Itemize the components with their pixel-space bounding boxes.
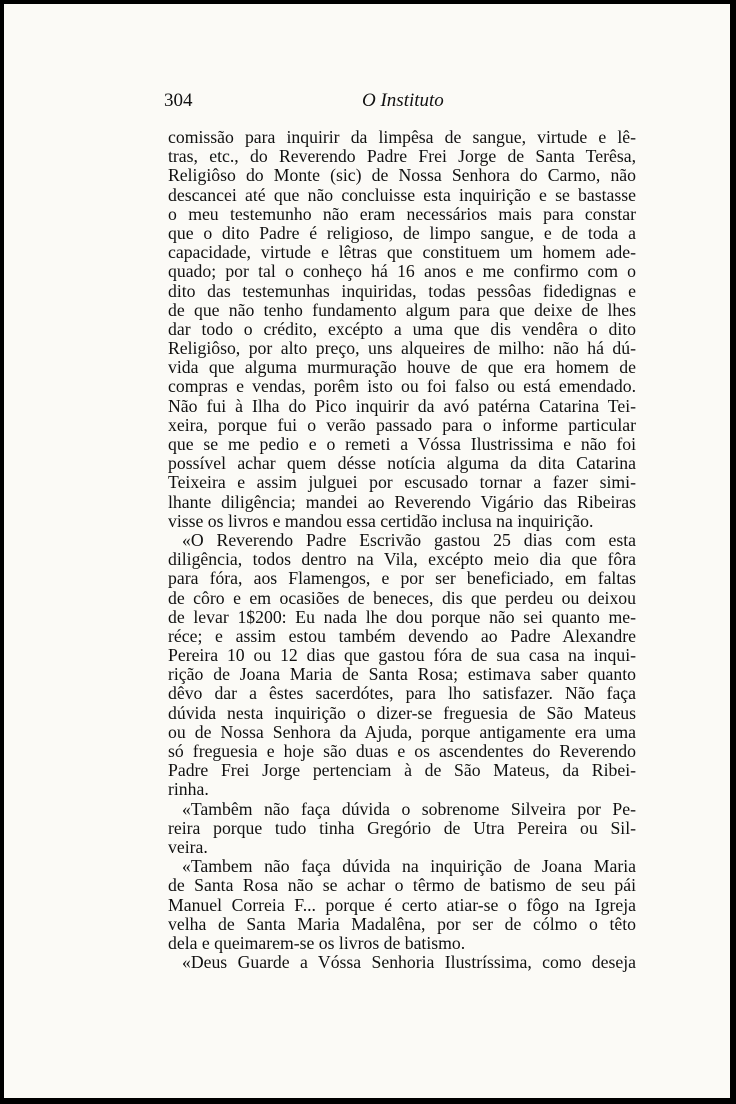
page-number: 304 <box>164 90 193 111</box>
text-line: Teixeira e assim julguei por escusado tornar a fazer simi- <box>168 472 636 493</box>
text-line: visse os livros e mandou essa certidão inclusa na inquirição. <box>168 510 594 531</box>
running-title: O Instituto <box>362 90 444 111</box>
text-line: vida que alguma murmuração houve de que era homem de <box>168 357 636 378</box>
text-line: capacidade, virtude e lêtras que constituem um homem ade- <box>168 242 636 263</box>
text-line: Religiôso do Monte (sic) de Nossa Senhora do Carmo, não <box>168 165 636 186</box>
text-line: «Deus Guarde a Vóssa Senhoria Ilustríssima, como deseja <box>182 952 636 973</box>
running-header <box>164 90 634 114</box>
text-line: Padre Frei Jorge pertenciam à de São Mateus, da Ribei- <box>168 760 636 781</box>
text-line: dela e queimarem-se os livros de batismo. <box>168 932 466 953</box>
text-line: Pereira 10 ou 12 dias que gastou fóra de sua casa na inqui- <box>168 645 636 666</box>
book-page <box>4 4 730 1098</box>
text-line: o meu testemunho não eram necessários mais para constar <box>168 203 636 224</box>
text-line: de Santa Rosa não se achar o têrmo de batismo de seu pái <box>168 875 636 896</box>
text-line: para fóra, aos Flamengos, e por ser beneficiado, em faltas <box>168 568 636 589</box>
text-line: Religiôso, por alto preço, uns alqueires de milho: não há dú- <box>168 338 636 359</box>
paragraph <box>168 857 636 953</box>
text-line: quado; por tal o conheço há 16 anos e me confirmo com o <box>168 261 636 282</box>
text-line: rição de Joana Maria de Santa Rosa; estimava saber quanto <box>168 664 636 685</box>
paragraph <box>168 800 636 858</box>
text-line: Manuel Correia F... porque é certo atiar-se o fôgo na Igreja <box>168 894 636 915</box>
text-line: lhante diligência; mandei ao Reverendo Vigário das Ribeiras <box>168 491 636 512</box>
text-line: possível achar quem désse notícia alguma da dita Catarina <box>168 453 636 474</box>
paragraph <box>168 531 636 800</box>
text-line: só freguesia e hoje são duas e os ascendentes do Reverendo <box>168 741 636 761</box>
paragraph <box>168 953 636 972</box>
text-line: descancei até que não concluisse esta inquirição e se bastasse <box>168 184 636 205</box>
text-line: compras e vendas, porêm isto ou foi falso ou está emendado. <box>168 376 636 397</box>
text-line: que o dito Padre é religioso, de limpo sangue, e de toda a <box>168 222 636 243</box>
text-line: velha de Santa Maria Madalêna, por ser de cólmo o têto <box>168 913 636 934</box>
text-line: de levar 1$200: Eu nada lhe dou porque não sei quanto me- <box>168 606 636 627</box>
text-line: dar todo o crédito, excépto a uma que dis vendêra o dito <box>168 318 636 339</box>
paragraph <box>168 128 636 531</box>
text-line: de que não tenho fundamento algum para que deixe de lhes <box>168 299 636 320</box>
text-line: dito das testemunhas inquiridas, todas pessôas fidedignas e <box>168 280 636 301</box>
text-line: Não fui à Ilha do Pico inquirir da avó patérna Catarina Tei- <box>168 395 636 416</box>
text-line: xeira, porque fui o verão passado para o informe particular <box>168 414 636 435</box>
text-line: dêvo dar a êstes sacerdótes, para lho satisfazer. Não faça <box>168 683 636 704</box>
text-line: ou de Nossa Senhora da Ajuda, porque antigamente era uma <box>168 721 636 742</box>
text-line: tras, etc., do Reverendo Padre Frei Jorge de Santa Terêsa, <box>168 146 636 167</box>
text-line: diligência, todos dentro na Vila, excépto meio dia que fôra <box>168 549 636 570</box>
text-line: reira porque tudo tinha Gregório de Utra Pereira ou Sil- <box>168 817 636 838</box>
text-line: que se me pedio e o remeti a Vóssa Ilustrissima e não foi <box>168 434 636 454</box>
text-line: «Tambem não faça dúvida na inquirição de Joana Maria <box>182 856 636 877</box>
text-line: dúvida nesta inquirição o dizer-se freguesia de São Mateus <box>168 702 636 723</box>
text-line: de côro e em ocasiões de beneces, dis que perdeu ou deixou <box>168 587 636 608</box>
text-line: réce; e assim estou também devendo ao Padre Alexandre <box>168 625 636 646</box>
text-line: «Tambêm não faça dúvida o sobrenome Silveira por Pe- <box>182 798 636 819</box>
text-line: «O Reverendo Padre Escrivão gastou 25 dias com esta <box>182 529 636 550</box>
text-line: rinha. <box>168 779 209 800</box>
text-line: veira. <box>168 836 208 857</box>
body-text <box>168 128 636 972</box>
text-line: comissão para inquirir da limpêsa de sangue, virtude e lê- <box>168 127 636 147</box>
